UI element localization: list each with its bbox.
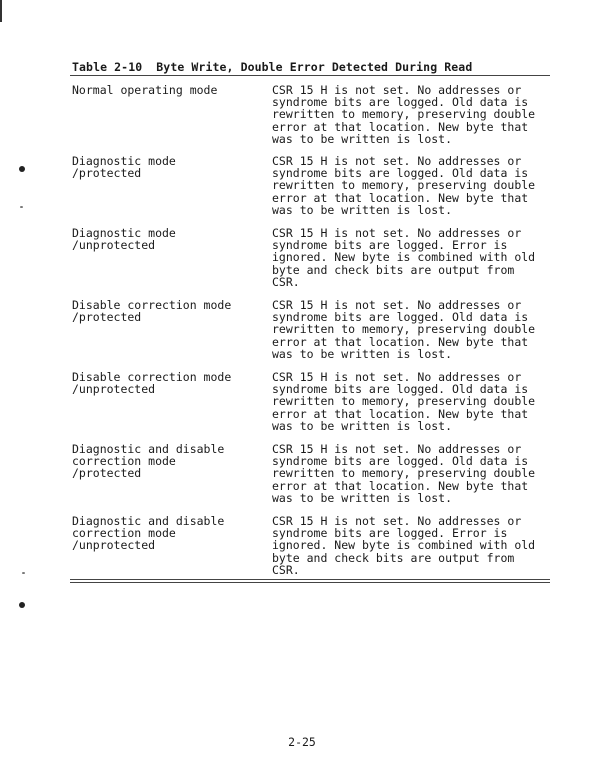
description-cell: CSR 15 H is not set. No addresses or syndrome bits are logged. Old data is rewritten to memory, preserving double error at that location. New byte that was to be written is lost. [272,442,536,505]
mode-cell: Disable correction mode /protected [72,298,232,325]
mode-cell: Disable correction mode /unprotected [72,370,232,397]
mode-cell: Diagnostic and disable correction mode /unprotected [72,514,225,553]
scan-speck [22,572,25,574]
mode-cell: Normal operating mode [72,83,218,97]
mode-cell: Diagnostic and disable correction mode /protected [72,442,225,481]
scan-speck [19,166,25,172]
description-cell: CSR 15 H is not set. No addresses or syndrome bits are logged. Old data is rewritten to memory, preserving double error at that location. New byte that was to be written is lost. [272,83,536,146]
table-bottom-rule [70,582,550,583]
scan-speck [20,206,23,208]
description-cell: CSR 15 H is not set. No addresses or syndrome bits are logged. Old data is rewritten to memory, preserving double error at that location. New byte that was to be written is lost. [272,154,536,217]
page-edge-mark [0,0,2,22]
description-cell: CSR 15 H is not set. No addresses or syndrome bits are logged. Old data is rewritten to memory, preserving double error at that location. New byte that was to be written is lost. [272,370,536,433]
description-cell: CSR 15 H is not set. No addresses or syndrome bits are logged. Old data is rewritten to memory, preserving double error at that location. New byte that was to be written is lost. [272,298,536,361]
mode-cell: Diagnostic mode /unprotected [72,226,176,253]
scan-speck [19,602,25,608]
description-cell: CSR 15 H is not set. No addresses or syndrome bits are logged. Error is ignored. New byte is combined with old byte and check bits are output from CSR. [272,514,536,577]
page-number: 2-25 [288,735,316,749]
table-bottom-rule [70,579,550,580]
table-title: Table 2-10 Byte Write, Double Error Detected During Read [72,60,473,74]
mode-cell: Diagnostic mode /protected [72,154,176,181]
table-top-rule [70,75,550,76]
description-cell: CSR 15 H is not set. No addresses or syndrome bits are logged. Error is ignored. New byte is combined with old byte and check bits are output from CSR. [272,226,536,289]
